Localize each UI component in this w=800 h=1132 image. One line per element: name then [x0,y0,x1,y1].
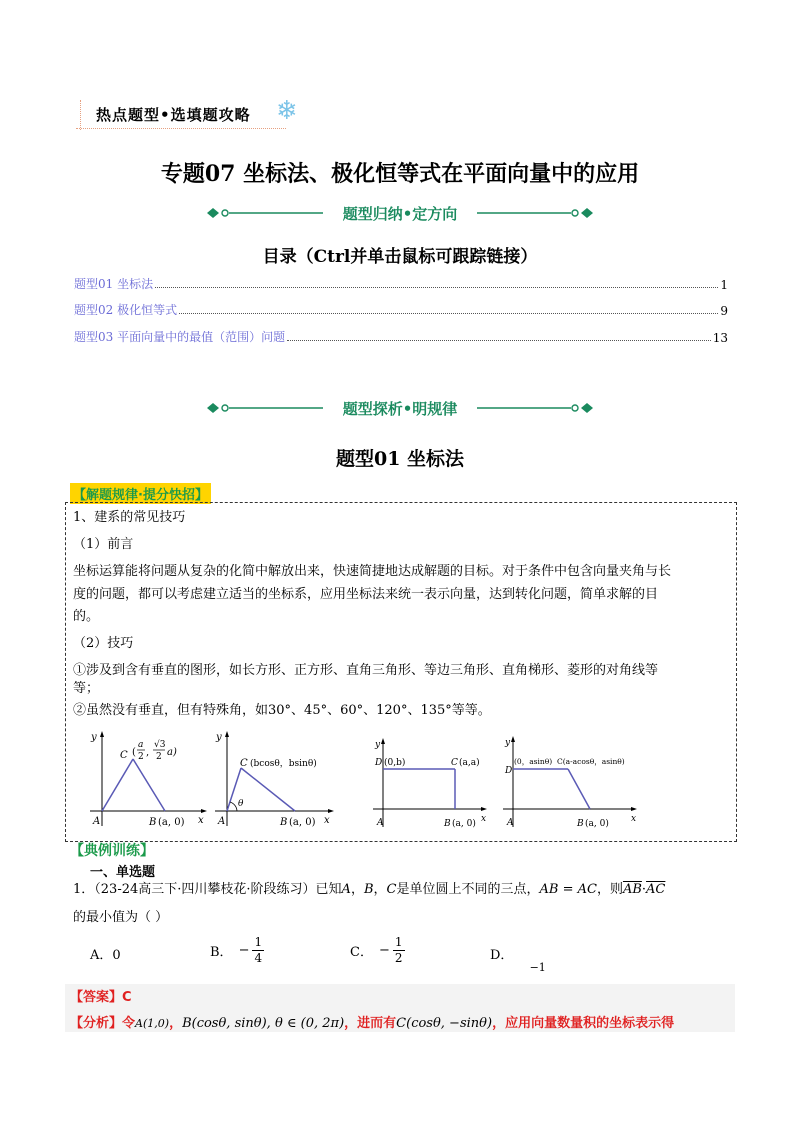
axis-label-x: x [481,814,487,824]
question-type-heading: 一、单选题 [90,865,156,880]
tips-subheading: （1）前言 [73,537,134,552]
toc-item[interactable] [74,298,728,318]
coord-label: (a,a) [459,758,480,768]
choice-label: D． [490,948,514,963]
answer-label: 【答案】 [70,990,123,1005]
analysis-text: ，应用向量数量积的坐标表示得 [492,1016,675,1031]
problem-statement-line2: 的最小值为（ ） [73,910,169,925]
math-vector: $\overline{AC}$ [646,882,666,897]
coord-label: (a, 0) [585,819,609,829]
toc-leader [287,340,711,341]
point-label: A [507,818,514,828]
coord-label: (0，asinθ) [514,757,553,766]
tips-paragraph-line: 度的问题，都可以考虑建立适当的坐标系，应用坐标法来统一表示向量，达到转化问题，简单求解的目 [73,587,659,602]
fraction-numerator: 1 [394,935,403,949]
toc-item[interactable] [74,325,728,345]
toc-item-label[interactable]: 题型02 极化恒等式 [74,303,178,317]
choice-c[interactable] [350,935,405,966]
math-var: A [341,882,351,897]
choice-a[interactable] [90,944,121,963]
problem-text: 已知 [315,882,342,897]
header-underline [76,128,286,129]
tips-paragraph-line: ①涉及到含有垂直的图形，如长方形、正方形、直角三角形、等边三角形、直角梯形、菱形的对角线等 [73,663,659,678]
figure-rectangle [365,735,495,830]
point-label: B [577,819,584,829]
analysis-line [70,1012,674,1031]
choice-b[interactable] [210,935,264,966]
answer-line [70,986,132,1005]
choice-label: C． [350,945,373,960]
tips-heading: 1、建系的常见技巧 [73,510,186,525]
example-label: 【典例训练】 [70,843,154,859]
snowflake-icon: ❄ [276,96,298,126]
math-expression: A(1,0) [135,1017,170,1030]
choice-d[interactable] [490,944,546,974]
fraction-denominator: 4 [254,951,263,965]
banner-section-2 [205,398,595,418]
figure-equilateral-triangle [85,728,210,830]
problem-statement [73,879,665,901]
choice-label: B． [210,945,233,960]
toc-page-number: 13 [712,331,728,345]
problem-text: 是单位圆上不同的三点， [396,882,540,897]
problem-number: 1． [73,882,95,897]
point-label: D [375,758,383,768]
tips-subheading: （2）技巧 [73,636,134,651]
toc-leader [179,313,718,314]
fraction-denominator: 2 [394,951,403,965]
answer-value: C [122,990,132,1005]
math-operator: · [641,882,647,897]
axis-label-y: y [216,732,222,743]
math-var: B [363,882,374,897]
problem-source: （23-24高三下·四川攀枝花·阶段练习） [94,882,316,897]
math-var: C [386,882,397,897]
tip-label: 【解题规律·提分快招】 [70,483,211,504]
point-label: C [240,758,248,769]
figure-right-trapezoid [495,733,645,830]
point-label: D [505,766,513,776]
coord-label: C(a-acosθ，asinθ) [557,757,625,766]
axis-label-y: y [375,740,381,750]
point-label: C [120,750,128,761]
axis-label-y: y [505,738,511,748]
axis-label-x: x [631,814,637,824]
coord-fraction: 2 [138,752,144,762]
fraction-numerator: 1 [254,935,263,949]
axis-label-y: y [91,732,97,743]
point-label: A [93,816,101,827]
section-title: 题型01 坐标法 [335,448,465,470]
choice-value: 0 [112,948,121,963]
tips-paragraph-line: ②虽然没有垂直，但有特殊角，如30°、45°、60°、120°、135°等等。 [73,703,491,718]
coord-label: (a, 0) [158,817,185,828]
math-condition: AB = AC [539,882,597,897]
analysis-text: ， [169,1016,183,1031]
coord-label: (0,b) [384,758,406,768]
point-label: B [149,817,157,828]
header-tag: 热点题型•选填题攻略 [96,106,251,124]
point-label: B [280,817,288,828]
choice-sign: − [238,943,250,958]
header-decoration [80,100,81,130]
coord-label: ( [132,747,136,758]
problem-text: ， [350,882,364,897]
analysis-text: ，进而有 [344,1016,397,1031]
banner-section-1 [205,203,595,223]
coord-fraction: 2 [156,752,162,762]
axis-label-x: x [198,815,204,826]
figure-oblique-triangle [210,728,340,830]
tips-paragraph-line: 的。 [73,609,100,624]
math-expression: C(cosθ, −sinθ) [396,1016,493,1031]
toc-leader [155,287,718,288]
choice-value: −1 [529,961,546,974]
coord-label: a) [167,747,177,758]
toc-page-number: 9 [720,304,728,318]
problem-text: ，则 [596,882,623,897]
choice-sign: − [378,943,390,958]
axis-label-x: x [324,815,330,826]
toc-title: 目录（Ctrl并单击鼠标可跟踪链接） [262,247,538,267]
point-label: A [377,818,384,828]
point-label: C [451,758,458,768]
problem-text: ， [373,882,387,897]
math-expression: B(cosθ, sinθ), θ ∈ (0, 2π) [182,1016,345,1031]
analysis-label: 【分析】 [70,1016,123,1031]
point-label: A [218,816,226,827]
toc-item-label[interactable]: 题型01 坐标法 [74,277,154,291]
banner-title: 题型归纳•定方向 [342,205,458,223]
angle-label: θ [238,799,244,809]
math-vector: $\overline{AB}$ [622,882,642,897]
point-label: B [444,819,451,829]
tips-paragraph-line: 等； [73,681,100,696]
page-title: 专题07 坐标法、极化恒等式在平面向量中的应用 [160,161,640,187]
coord-label: (a, 0) [452,819,476,829]
toc-item[interactable] [74,272,728,292]
banner-title: 题型探析•明规律 [342,400,458,418]
coord-label: (bcosθ，bsinθ) [250,759,317,769]
toc-item-label[interactable]: 题型03 平面向量中的最值（范围）问题 [74,330,286,344]
choice-label: A． [90,948,113,963]
coord-fraction: a [138,740,144,750]
coord-fraction: √3 [154,740,166,750]
coord-label: (a, 0) [289,817,316,828]
analysis-text: 令 [122,1016,136,1031]
toc-page-number: 1 [720,278,728,292]
coord-label: , [146,747,150,758]
tips-paragraph-line: 坐标运算能将问题从复杂的化简中解放出来，快速简捷地达成解题的目标。对于条件中包含向量夹角与长 [73,564,672,579]
